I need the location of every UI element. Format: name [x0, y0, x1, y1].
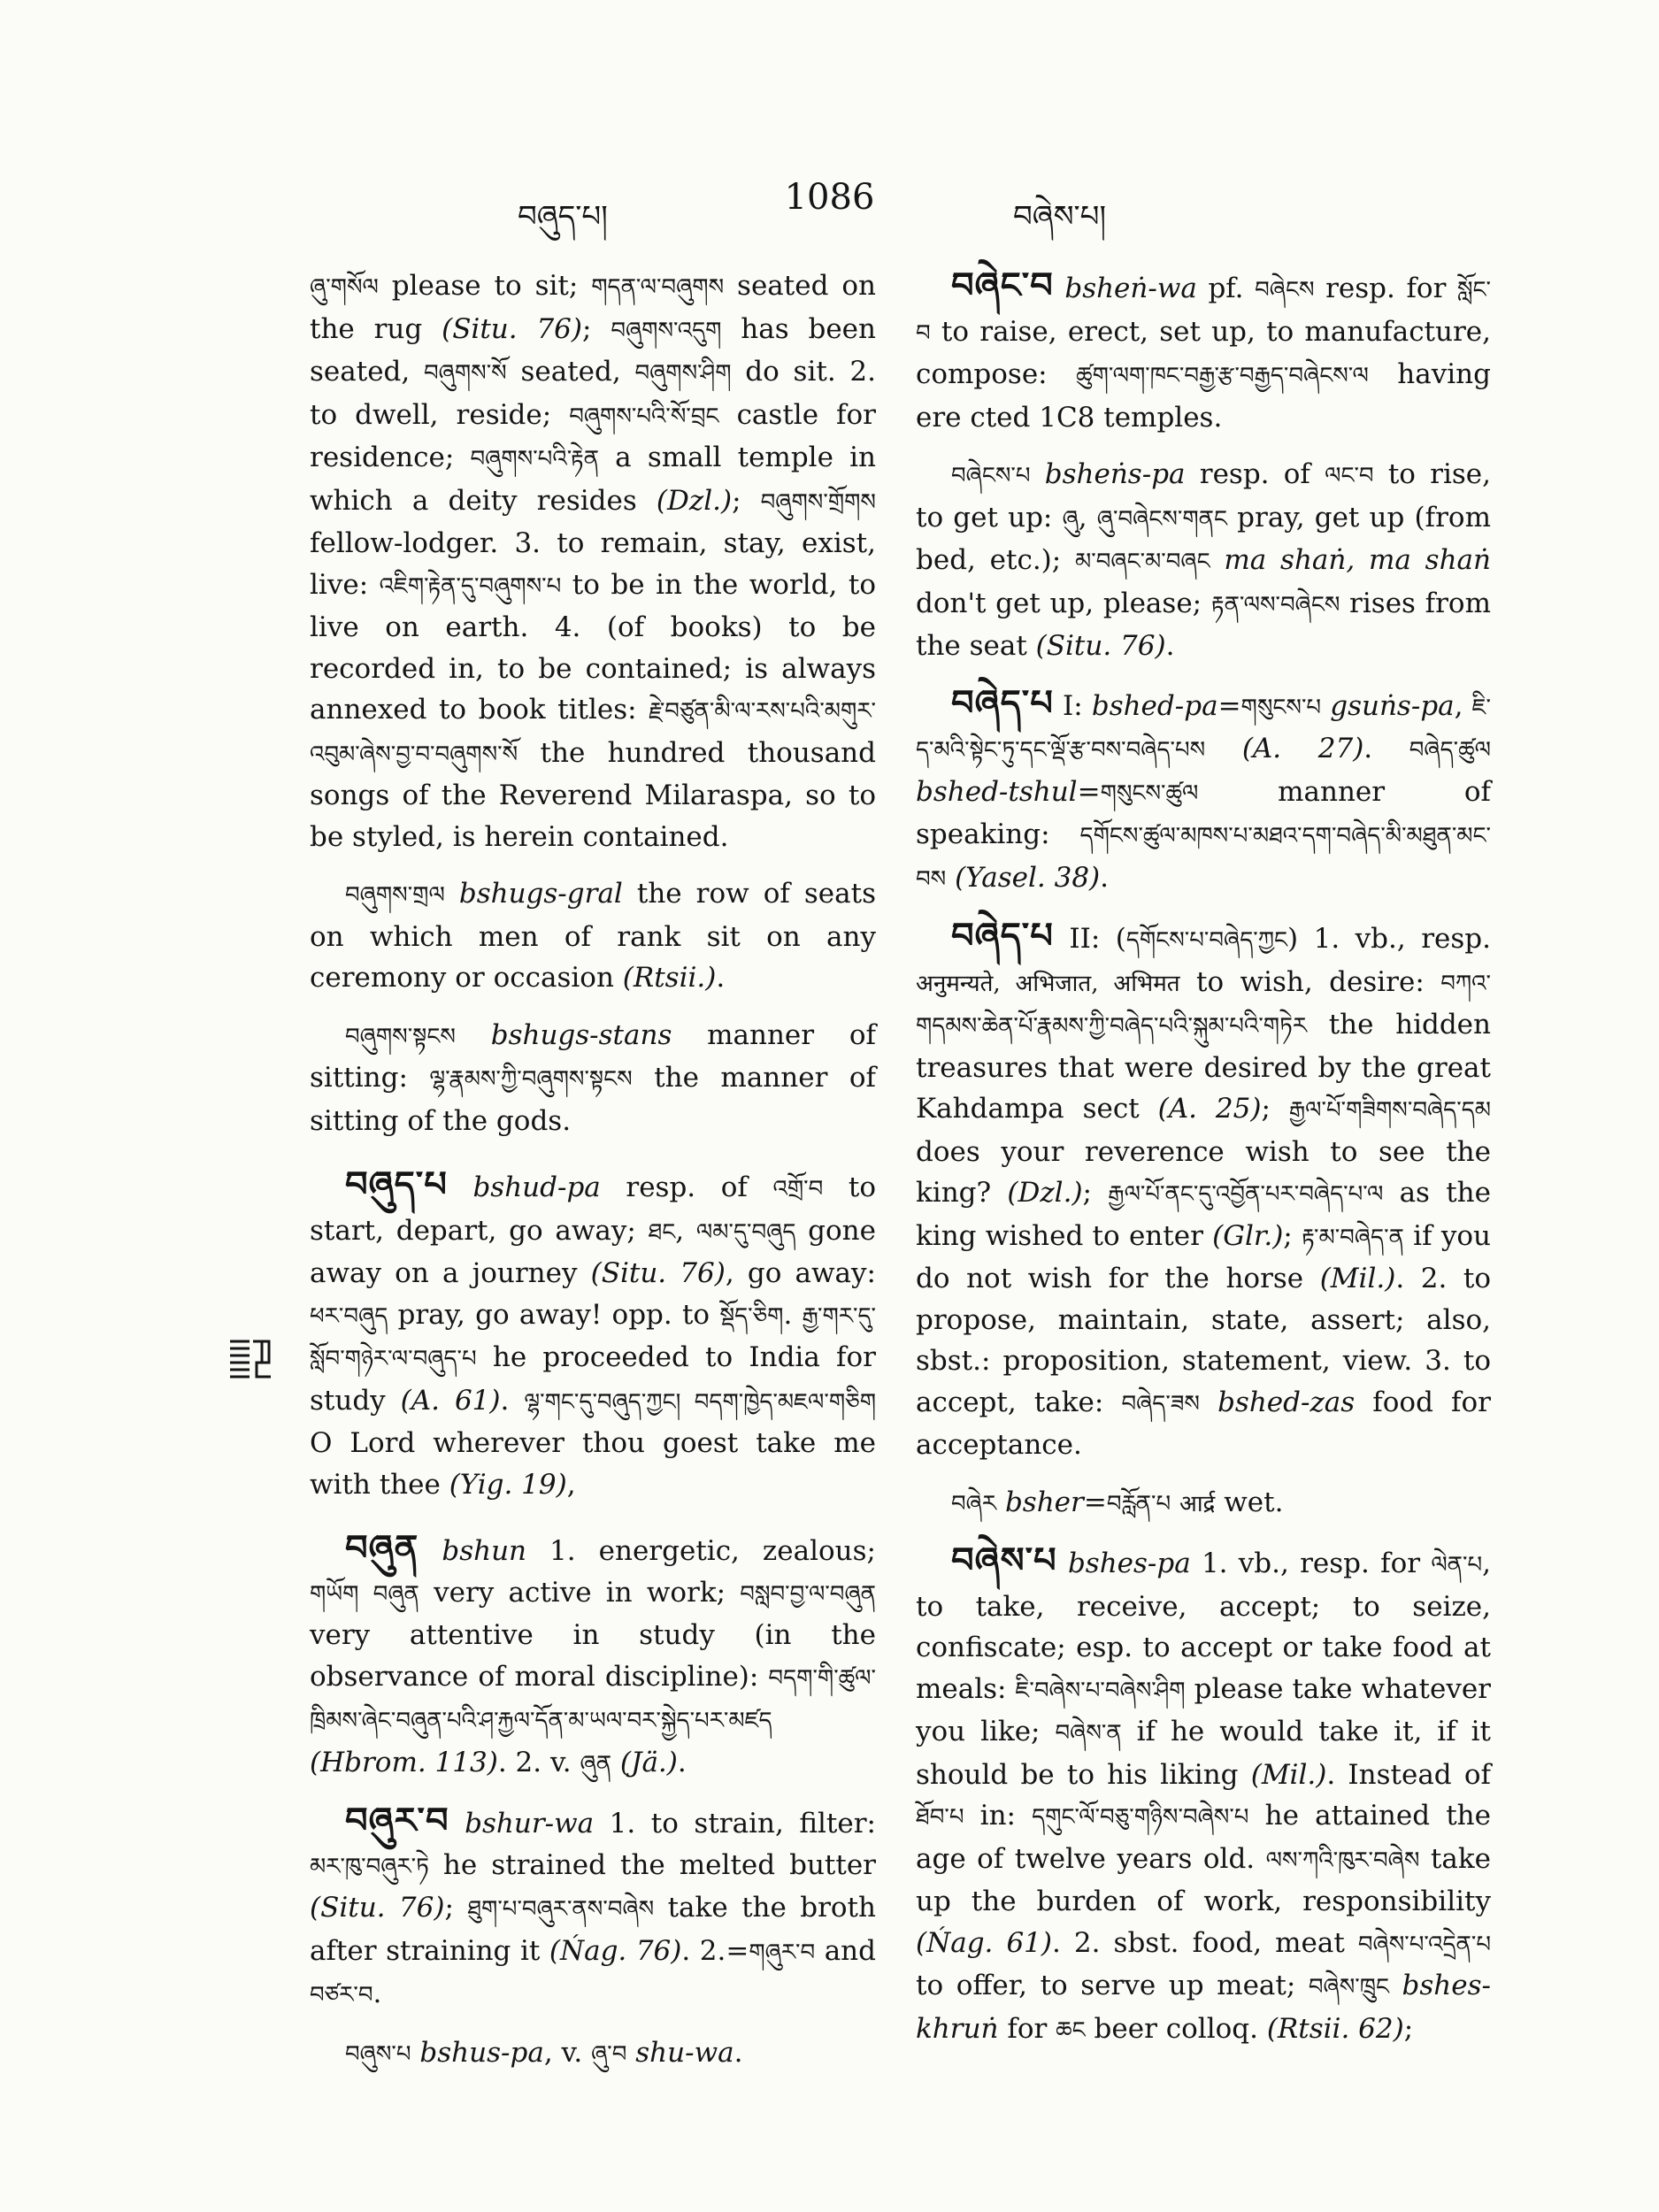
headword-entry: བཞུར་བ bshur-wa 1. to strain, filter: མར་ཁུ་བཞུར་ཏེ he strained the melted butter (Situ. 76); ཐུག་པ་བཞུར་ནས་བཞེས take the broth after straining it (Ńag. 76). 2.=གཞུར་བ and བཙར་བ. [310, 1800, 876, 2009]
tibetan-text: དགུང་ལོ་བཅུ་གཉིས་བཞེས་པ [1032, 1804, 1249, 1831]
tibetan-text: གསུངས་པ [1240, 694, 1322, 721]
running-head-left: བཞུད་པ། [518, 199, 608, 234]
headword: བཞེད་པ [951, 915, 1054, 956]
transliteration: bshed-zas [1217, 1386, 1356, 1418]
tibetan-text: མ་བཞང་མ་བཞང [1075, 549, 1210, 575]
headword-entry: བཞུན bshun 1. energetic, zealous; གཡོག བཞུན very active in work; བསླབ་བྱ་ལ་བཞུན very attentive in study (in the observance of moral discipline): བདག་གི་ཚུལ་ཁྲིམས་ཞེང་བཞུན་པའི་ཤ་རྐྱལ་དོན་མ་ཡལ་བར་སྐྱེད་པར་མཛད (Hbrom. 113). 2. v. ཞུན (Jä.). [310, 1527, 876, 1778]
headword-entry: བཞེད་པ II: (དགོངས་པ་བཞེད་ཀྱང) 1. vb., resp. अनुमन्यते, अभिजात, अभिमत to wish, desire: བཀའ་གདམས་ཆེན་པོ་རྣམས་ཀྱི་བཞེད་པའི་སྐུམ་པའི་གཏེར the hidden treasures that were desired by the great Kahdampa sect (A. 25); རྒྱལ་པོ་གཟིགས་བཞེད་དམ does your reverence wish to see the king? (Dzl.); རྒྱལ་པོ་ནང་དུ་འབྱོན་པར་བཞེད་པ་ལ as the king wished to enter (Glr.); རྟ་མ་བཞེད་ན if you do not wish for the horse (Mil.). 2. to propose, maintain, state, assert; also, sbst.: proposition, statement, view. 3. to accept, take: བཞེད་ཟས bshed-zas food for acceptance. [916, 915, 1491, 1461]
transliteration: bshur-wa [465, 1808, 595, 1839]
headword: བཞུད་པ [345, 1164, 448, 1205]
tibetan-text: བརློན་པ [1106, 1490, 1171, 1517]
entry-text: བཞུས་པ bshus-pa, v. ཞུ་བ shu-wa. [345, 2036, 743, 2069]
tibetan-text: ཐུག་པ་བཞུར་ནས་བཞེས [467, 1896, 655, 1923]
source-reference: (Glr.) [1212, 1219, 1284, 1252]
transliteration: bshes-khruṅ [916, 1970, 1491, 2045]
tibetan-text: ལམ་དུ་བཞུད [695, 1218, 796, 1246]
tibetan-text: ཐང [648, 1218, 676, 1246]
tibetan-text: ཇི་ད་མའི་སྟེང་ཏུ་དང་ལྡོ་རྩ་བས་བཞེད་པས [916, 694, 1491, 764]
transliteration: bsheṅ-wa [1064, 273, 1197, 304]
source-reference: (Dzl.) [656, 484, 733, 517]
transliteration: gsuṅs-pa [1330, 689, 1455, 722]
headword: བཞུན [345, 1527, 419, 1569]
tibetan-text: ཕར་བཞུད [310, 1302, 388, 1330]
headword-entry: བཞེང་བ bsheṅ-wa pf. བཞེངས resp. for སློང་བ to raise, erect, set up, to manufacture, compose: ཚུག་ལག་ཁང་བརྒྱ་རྩ་བརྒྱད་བཞེངས་ལ having ere cted 1C8 temples. [916, 265, 1491, 434]
transliteration: bshugs-stans [490, 1018, 672, 1051]
tibetan-text: དགོངས་ཚུལ་མཁས་པ་མཐའ་དག་བཞེད་མི་མཐུན་མང་བས [916, 823, 1491, 893]
source-reference: (Situ. 76) [590, 1257, 726, 1289]
source-reference: (Hbrom. 113) [310, 1746, 498, 1778]
headword-entry: བཞུད་པ bshud-pa resp. of འགྲོ་བ to start, depart, go away; ཐང, ལམ་དུ་བཞུད gone away on a journey (Situ. 76), go away: ཕར་བཞུད pray, go away! opp. to སྡོད་ཅིག. རྒྱ་གར་དུ་སློབ་གཉེར་ལ་བཞུད་པ he proceeded to India for study (A. 61). ལྷ་གང་དུ་བཞུད་ཀྱང། བདག་ཁྱེད་མཇལ་གཅིག O Lord wherever thou goest take me with thee (Yig. 19), [310, 1164, 877, 1501]
tibetan-text: ལྷ་རྣམས་ཀྱི་བཞུགས་སྟངས [429, 1066, 633, 1093]
tibetan-text: ཞུ་གསོལ [310, 274, 379, 301]
transliteration: shu-wa [635, 2036, 734, 2069]
tibetan-text: བཞུན [373, 1580, 419, 1608]
tibetan-text: རྒྱལ་པོ་གཟིགས་བཞེད་དམ [1288, 1097, 1491, 1124]
tibetan-text: བཞེངས [1255, 277, 1315, 303]
tibetan-text: བཞེས་ཁྲུང [1308, 1974, 1389, 2001]
tibetan-text: གསུངས་ཚུལ [1100, 780, 1199, 807]
source-reference: (Jä.) [619, 1746, 678, 1778]
source-reference: (A. 25) [1157, 1093, 1262, 1125]
tibetan-text: ལྷ་གང་དུ་བཞུད་ཀྱང། བདག་ཁྱེད་མཇལ་གཅིག [524, 1388, 877, 1416]
tibetan-text: ཞུ་བཞེངས་གནང [1096, 505, 1227, 533]
source-reference: (Situ. 76) [310, 1892, 445, 1924]
entry-text: ཞུ་གསོལ please to sit; གདན་ལ་བཞུགས seated on the rug (Situ. 76); བཞུགས་འདུག has been seated, བཞུགས་སོ seated, བཞུགས་ཤིག do sit. 2. to dwell, reside; བཞུགས་པའི་སོ་བྲང castle for residence; བཞུགས་པའི་རྟེན a small temple in which a deity resides (Dzl.); བཞུགས་གྲོགས fellow-lodger. 3. to remain, stay, exist, live: འཇིག་རྟེན་དུ་བཞུགས་པ to be in the world, to live on earth. 4. (of books) to be recorded in, to be contained; is always annexed to book titles: རྗེ་བཙུན་མི་ལ་རས་པའི་མགུར་འབུམ་ཞེས་བྱ་བ་བཞུགས་སོ the hundred thousand songs of the Reverend Milaraspa, so to be styled, is herein contained. [310, 270, 877, 853]
tibetan-text: བཙར་བ [310, 1982, 373, 2008]
tibetan-text: आर्द्र [1179, 1490, 1216, 1517]
tibetan-text: ལས་ཀའི་ཁུར་བཞེས [1265, 1847, 1420, 1874]
tibetan-text: བཞུགས་འདུག [611, 317, 722, 344]
tibetan-text: གཡོག [310, 1580, 359, 1608]
page-header [0, 177, 1659, 234]
source-reference: (Yasel. 38) [955, 861, 1101, 894]
tibetan-text: བཞུགས་སོ [423, 360, 507, 387]
tibetan-text: ཞུ [1062, 505, 1079, 533]
transliteration: bshes-pa [1067, 1548, 1191, 1579]
right-column [916, 265, 1491, 2067]
tibetan-text: སྡོད་ཅིག [719, 1302, 784, 1330]
tibetan-text: ཐོབ་པ [916, 1804, 964, 1831]
entry-text: བཞེངས་པ bsheṅs-pa resp. of ལང་བ to rise, to get up: ཞུ, ཞུ་བཞེངས་གནང pray, get up (from bed, etc.); མ་བཞང་མ་བཞང ma shaṅ, ma shaṅ don't get up, please; རྟན་ལས་བཞེངས rises from the seat (Situ. 76). [916, 458, 1491, 662]
tibetan-text: སློང་བ [916, 277, 1491, 347]
tibetan-text: བཞུགས་གྲོགས [760, 488, 876, 516]
tibetan-text: ལེན་པ [1431, 1552, 1483, 1578]
tibetan-text: བཞེངས་པ [951, 463, 1031, 489]
transliteration: bsheṅs-pa [1044, 458, 1186, 490]
transliteration: ma shaṅ, ma shaṅ [1224, 544, 1491, 576]
entry-text: བཞེར bsher=བརློན་པ आर्द्र wet. [951, 1486, 1284, 1518]
source-reference: (Rtsii. 62) [1266, 2012, 1404, 2045]
headword-entry: བཞེས་པ bshes-pa 1. vb., resp. for ལེན་པ, to take, receive, accept; to seize, confiscate; esp. to accept or take food at meals: ཇི་བཞེས་པ་བཞེས་ཤིག please take whatever you like; བཞེས་ན if he would take it, if it should be to his liking (Mil.). Instead of ཐོབ་པ in: དགུང་ལོ་བཅུ་གཉིས་བཞེས་པ he attained the age of twelve years old. ལས་ཀའི་ཁུར་བཞེས take up the burden of work, responsibility (Ńag. 61). 2. sbst. food, meat བཞེས་པ་འདྲེན་པ to offer, to serve up meat; བཞེས་ཁྲུང bshes-khruṅ for ཆང beer colloq. (Rtsii. 62); [916, 1540, 1491, 2045]
tibetan-text: རྟ་མ་བཞེད་ན [1302, 1224, 1404, 1251]
tibetan-text: अनुमन्यते, अभिजात, अभिमत [916, 970, 1180, 997]
entry-text: བཞུགས་གྲལ bshugs-gral the row of seats on which men of rank sit on any ceremony or occasion (Rtsii.). [310, 878, 876, 994]
tibetan-text: ལང་བ [1325, 463, 1374, 489]
tibetan-text: བཞུགས་གྲལ [345, 882, 445, 909]
transliteration: bshed-tshul [916, 775, 1078, 808]
left-column [310, 265, 876, 2091]
source-reference: (A. 61) [400, 1384, 501, 1417]
page-number: 1086 [784, 177, 875, 218]
running-head-right: བཞེས་པ། [1013, 199, 1107, 234]
headword-entry: བཞེད་པ I: bshed-pa=གསུངས་པ gsuṅs-pa, ཇི་ད་མའི་སྟེང་ཏུ་དང་ལྡོ་རྩ་བས་བཞེད་པས (A. 27). བཞེད་ཚུལ bshed-tshul=གསུངས་ཚུལ manner of speaking: དགོངས་ཚུལ་མཁས་པ་མཐའ་དག་བཞེད་མི་མཐུན་མང་བས (Yasel. 38). [916, 681, 1491, 894]
headword: བཞུར་བ [345, 1800, 449, 1841]
tibetan-text: བདག་གི་ཚུལ་ཁྲིམས་ཞེང་བཞུན་པའི་ཤ་རྐྱལ་དོན་མ་ཡལ་བར་སྐྱེད་པར་མཛད [310, 1664, 876, 1734]
tibetan-text: བཞེད་ཚུལ [1409, 737, 1491, 764]
tibetan-text: འགྲོ་བ [772, 1176, 824, 1202]
margin-glyph-icon [228, 1336, 273, 1380]
headword: བཞེང་བ [951, 265, 1054, 306]
source-reference: (Yig. 19) [449, 1468, 567, 1501]
tibetan-text: བཞེས་ན [1055, 1720, 1122, 1747]
transliteration: bshud-pa [472, 1171, 601, 1203]
tibetan-text: བཞེད་ཟས [1121, 1390, 1200, 1417]
tibetan-text: བཞེར [951, 1490, 997, 1517]
tibetan-text: བཞེས་པ་འདྲེན་པ [1357, 1931, 1491, 1958]
source-reference: (Ńag. 76) [549, 1934, 682, 1967]
tibetan-text: བཞུགས་པའི་རྟེན [470, 446, 599, 472]
tibetan-text: གདན་ལ་བཞུགས [591, 274, 725, 301]
transliteration: bshugs-gral [458, 878, 623, 910]
tibetan-text: རྒྱལ་པོ་ནང་དུ་འབྱོན་པར་བཞེད་པ་ལ [1108, 1181, 1384, 1208]
tibetan-text: བསླབ་བྱ་ལ་བཞུན [740, 1580, 876, 1608]
tibetan-text: བཞུས་པ [345, 2040, 411, 2068]
source-reference: (Situ. 76) [442, 312, 583, 345]
transliteration: bshed-pa [1091, 689, 1218, 722]
transliteration: bsher [1004, 1486, 1084, 1518]
source-reference: (Mil.) [1250, 1758, 1327, 1791]
source-reference: (A. 27) [1241, 733, 1364, 764]
tibetan-text: རྟན་ལས་བཞེངས [1210, 591, 1340, 618]
tibetan-text: རྗེ་བཙུན་མི་ལ་རས་པའི་མགུར་འབུམ་ཞེས་བྱ་བ་བཞུགས་སོ [310, 698, 876, 768]
tibetan-text: ཞུ་བ [591, 2040, 627, 2068]
tibetan-text: གཞུར་བ [749, 1939, 816, 1966]
tibetan-text: བཀའ་གདམས་ཆེན་པོ་རྣམས་ཀྱི་བཞེད་པའི་སྐུམ་པའི་གཏེར [916, 970, 1491, 1040]
source-reference: (Dzl.) [1007, 1177, 1083, 1209]
tibetan-text: བཞུགས་སྟངས [345, 1023, 456, 1050]
tibetan-text: ཞུན [580, 1750, 612, 1778]
tibetan-text: བཞུགས་ཤིག [634, 360, 732, 387]
tibetan-text: འཇིག་རྟེན་དུ་བཞུགས་པ [379, 572, 562, 600]
source-reference: (Situ. 76) [1035, 630, 1166, 662]
source-reference: (Mil.) [1319, 1263, 1396, 1294]
tibetan-text: ཇི་བཞེས་པ་བཞེས་ཤིག [1015, 1677, 1186, 1704]
headword: བཞེས་པ [951, 1540, 1057, 1581]
tibetan-text: དགོངས་པ་བཞེད་ཀྱང [1125, 927, 1288, 954]
source-reference: (Ńag. 61) [916, 1926, 1052, 1959]
source-reference: (Rtsii.) [622, 962, 717, 994]
headword: བཞེད་པ [951, 681, 1054, 724]
tibetan-text: མར་ཁུ་བཞུར་ཏེ [310, 1853, 429, 1880]
transliteration: bshun [442, 1535, 527, 1567]
tibetan-text: བཞུགས་པའི་སོ་བྲང [569, 403, 719, 430]
tibetan-text: ཆང [1056, 2016, 1086, 2044]
tibetan-text: རྒྱ་གར་དུ་སློབ་གཉེར་ལ་བཞུད་པ [310, 1302, 876, 1372]
transliteration: bshus-pa [419, 2036, 544, 2069]
tibetan-text: ཚུག་ལག་ཁང་བརྒྱ་རྩ་བརྒྱད་བཞེངས་ལ [1076, 363, 1369, 389]
entry-text: བཞུགས་སྟངས bshugs-stans manner of sitting: ལྷ་རྣམས་ཀྱི་བཞུགས་སྟངས the manner of sitting of the gods. [310, 1018, 876, 1137]
